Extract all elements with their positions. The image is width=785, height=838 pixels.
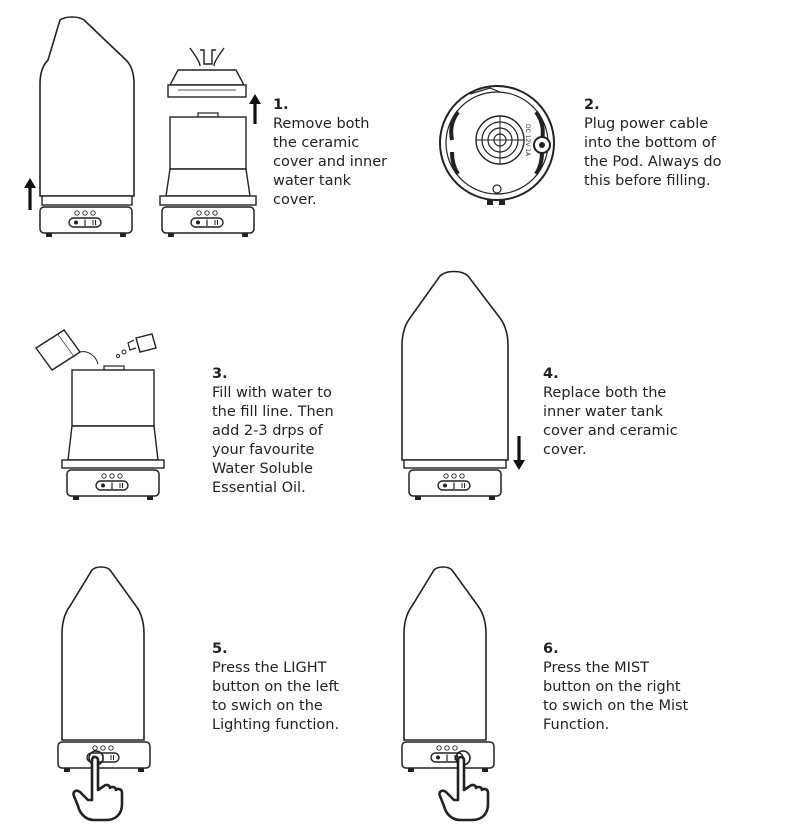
tank-icon: [62, 366, 164, 468]
base-icon: [40, 207, 132, 237]
step-text: Press the LIGHT button on the left to swich on the Lighting function.: [212, 660, 340, 733]
step-text: Remove both the ceramic cover and inner water tank cover.: [273, 116, 388, 208]
step-5: [212, 640, 339, 735]
step-number: 3.: [212, 366, 228, 382]
step-text: Plug power cable into the bottom of the Pod. Always do this before filling.: [584, 116, 722, 189]
ceramic-cover-icon: [40, 17, 134, 196]
step-4: [543, 365, 678, 460]
base-icon: [67, 470, 159, 500]
up-arrow-icon: [24, 178, 36, 210]
oil-bottle-icon: [116, 334, 156, 358]
water-jug-icon: [36, 330, 98, 370]
step-1: [273, 96, 387, 210]
step1-illustration: [24, 17, 261, 237]
base-icon: [402, 742, 494, 772]
step-text: Fill with water to the fill line. Then add 2-3 drps of your favourite Water Soluble Essential Oil.: [212, 385, 334, 496]
base-icon: [409, 470, 501, 500]
step-number: 5.: [212, 641, 228, 657]
ceramic-cover-icon: [402, 272, 508, 461]
diffuser-icon: [62, 567, 144, 740]
power-socket-icon: [534, 137, 550, 153]
step-number: 2.: [584, 97, 600, 113]
step-2: [584, 96, 721, 191]
step-3: [212, 365, 334, 498]
tank-icon: [160, 113, 256, 205]
up-arrow-icon: [249, 94, 261, 124]
step-6: [543, 640, 688, 735]
svg-text:DC 12V 1A: DC 12V 1A: [524, 124, 531, 157]
inner-tank-cover-icon: [168, 48, 246, 97]
pod-bottom-icon: [440, 86, 554, 205]
step5-illustration: [58, 567, 150, 820]
step6-illustration: [402, 567, 494, 820]
step-number: 6.: [543, 641, 559, 657]
base-icon: [58, 742, 150, 772]
step-number: 1.: [273, 97, 289, 113]
step3-illustration: [36, 330, 164, 500]
step-text: Replace both the inner water tank cover and ceramic cover.: [543, 385, 678, 458]
step4-illustration: [402, 272, 525, 501]
diffuser-icon: [404, 567, 486, 740]
step-number: 4.: [543, 366, 559, 382]
down-arrow-icon: [513, 436, 525, 470]
step-text: Press the MIST button on the right to swich on the Mist Function.: [543, 660, 689, 733]
base-icon: [162, 207, 254, 237]
